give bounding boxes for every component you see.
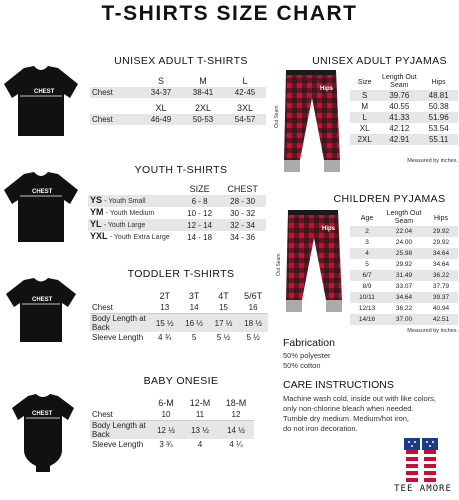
adult-pyjamas-hips-label: Hips bbox=[320, 86, 334, 92]
children-pyjamas-table: Age Length Out Seam Hips 2 22.04 29.92 3 24.00 29.92 4 25.98 34.64 5 29.92 34.64 6/7 31.49 36.22 8/9 33.07 37.79 10/11 34.64 39.37 12/13 36.22 40.94 14/16 37.00 42.51 bbox=[350, 210, 458, 325]
care-line-3: Tumble dry medium. Medium/hot iron, bbox=[283, 414, 410, 423]
adult-pyjamas-side-label: Out Seam bbox=[274, 105, 280, 128]
toddler-tshirt-image bbox=[4, 278, 78, 344]
adult-pyjamas-image bbox=[272, 68, 352, 176]
care-line-2: only non-chlorine bleach when needed. bbox=[283, 404, 414, 413]
adult-pyjamas-title: UNISEX ADULT PYJAMAS bbox=[312, 55, 447, 67]
care-title: CARE INSTRUCTIONS bbox=[283, 379, 394, 391]
baby-size-table: 6-M 12-M 18-M Chest 10 11 12 Body Length at Back 12 ½ 13 ½ 14 ½ Sleeve Length 3 ¾ 4 4 ¼ bbox=[90, 398, 254, 450]
page-title: T-SHIRTS SIZE CHART bbox=[101, 2, 358, 25]
fabrication-title: Fabrication bbox=[283, 337, 335, 349]
brand-logo-icon bbox=[404, 438, 438, 482]
baby-onesie-image bbox=[10, 394, 76, 474]
children-pyjamas-side-label: Out Seam bbox=[276, 253, 282, 276]
toddler-size-table: 2T 3T 4T 5/6T Chest 13 14 15 16 Body Length at Back 15 ½ 16 ½ 17 ½ 18 ½ Sleeve Length 4 ¾ 5 5 ½ 5 ½ bbox=[90, 291, 268, 343]
children-pyjamas-image bbox=[274, 208, 354, 316]
care-line-1: Machine wash cold, inside out with like colors, bbox=[283, 394, 436, 403]
care-line-4: do not iron decoration. bbox=[283, 424, 358, 433]
toddler-section-title: TODDLER T-SHIRTS bbox=[127, 268, 235, 280]
adult-pyjamas-note: Measured by inches. bbox=[407, 158, 458, 164]
toddler-chest-label: CHEST bbox=[32, 297, 53, 303]
children-pyjamas-hips-label: Hips bbox=[322, 226, 336, 232]
fabrication-line-1: 50% polyester bbox=[283, 351, 331, 360]
adult-pyjamas-table: Size Length Out Seam Hips S 39.76 48.81 M 40.55 50.38 L 41.33 51.96 XL 42.12 53.54 2XL 42.91 55.11 bbox=[350, 74, 458, 145]
brand-name: TEE AMORE bbox=[394, 484, 452, 494]
children-pyjamas-note: Measured by inches. bbox=[407, 328, 458, 334]
baby-section-title: BABY ONESIE bbox=[143, 375, 219, 387]
baby-chest-label: CHEST bbox=[32, 411, 53, 417]
youth-tshirt-image bbox=[2, 172, 80, 244]
fabrication-line-2: 50% cotton bbox=[283, 361, 321, 370]
children-pyjamas-title: CHILDREN PYJAMAS bbox=[333, 193, 446, 205]
youth-size-table: SIZE CHEST YS - Youth Small 6 - 8 28 - 30 YM - Youth Medium 10 - 12 30 - 32 YL - Youth Large 12 - 14 32 - 34 YXL - Youth Extra Large 14 - 18 34 - 36 bbox=[88, 184, 266, 243]
youth-section-title: YOUTH T-SHIRTS bbox=[134, 164, 228, 176]
adult-size-table: S M L Chest 34-37 38-41 42-45 XL 2XL 3XL Chest 46-49 50-53 54-57 bbox=[90, 76, 266, 125]
youth-chest-label: CHEST bbox=[32, 189, 53, 195]
adult-chest-label: CHEST bbox=[34, 89, 55, 95]
adult-section-title: UNISEX ADULT T-SHIRTS bbox=[114, 55, 248, 67]
adult-tshirt-image bbox=[2, 66, 80, 138]
